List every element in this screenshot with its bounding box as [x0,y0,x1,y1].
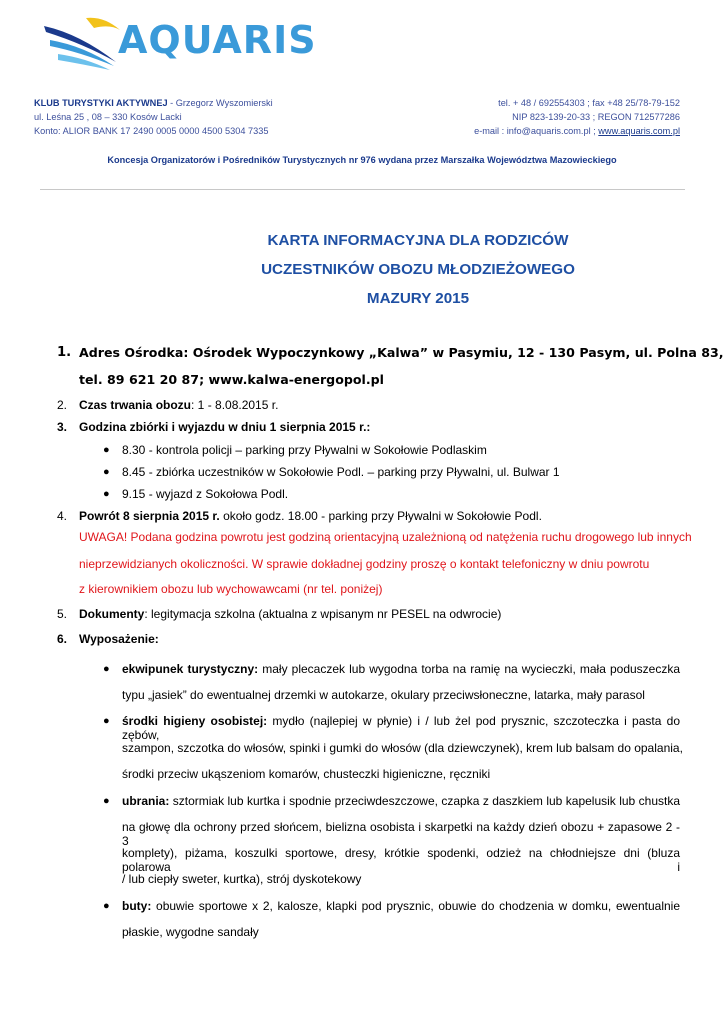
header-divider [40,189,685,190]
item-4 [79,509,542,523]
header-right [380,96,680,138]
clothes-group-line: / lub ciepły sweter, kurtka), strój dyskotekowy [122,872,362,886]
equipment-group-text: mały plecaczek lub wygodna torba na ramię na wycieczki, mała poduszeczka [258,662,681,676]
phone-fax: tel. + 48 / 692554303 ; fax +48 25/78-79-152 [498,98,680,108]
item-5 [79,607,501,621]
item-2-text: : 1 - 8.08.2015 r. [191,398,279,412]
club-address: ul. Leśna 25 , 08 – 330 Kosów Lacki [34,112,182,122]
item-4-warning-line-3: z kierownikiem obozu lub wychowawcami (nr tel. poniżej) [79,582,383,596]
header-left [34,96,374,138]
bullet-icon: ● [103,795,110,807]
item-5-label: Dokumenty [79,607,145,621]
equipment-group-line [122,662,680,676]
shoes-group-line [122,899,680,913]
doc-title-line-2: UCZESTNIKÓW OBOZU MŁODZIEŻOWEGO [261,261,575,278]
item-2-label: Czas trwania obozu [79,398,192,412]
doc-title-line-1: KARTA INFORMACYJNA DLA RODZICÓW [267,232,569,249]
bullet-icon: ● [103,444,110,456]
club-name: KLUB TURYSTYKI AKTYWNEJ [34,98,168,108]
logo [40,10,317,80]
clothes-group-line [122,794,680,808]
item-1-address: Adres Ośrodka: Ośrodek Wypoczynkowy „Kalwa” w Pasymiu, 12 - 130 Pasym, ul. Polna 83, [79,345,724,360]
hygiene-group-line [122,714,680,742]
email: e-mail : info@aquaris.com.pl ; [474,126,599,136]
logo-swoosh-icon [40,10,122,72]
item-3-bullet: 8.45 - zbiórka uczestników w Sokołowie Podl. – parking przy Pływalni, ul. Bulwar 1 [122,465,560,479]
license-note: Koncesja Organizatorów i Pośredników Turystycznych nr 976 wydana przez Marszałka Województwa Mazowieckiego [107,155,617,165]
item-2-number: 2. [57,398,68,412]
bullet-icon: ● [103,715,110,727]
item-2 [79,398,278,412]
bullet-icon: ● [103,900,110,912]
item-3-bullet: 8.30 - kontrola policji – parking przy Pływalni w Sokołowie Podlaskim [122,443,487,457]
doc-title-line-3: MAZURY 2015 [366,290,470,307]
item-1-contact: tel. 89 621 20 87; www.kalwa-energopol.pl [79,372,384,387]
item-4-label: Powrót 8 sierpnia 2015 r. [79,509,220,523]
clothes-group-line: na głowę dla ochrony przed słońcem, bielizna osobista i skarpetki na każdy dzień obozu + zapasowe 2 - 3 [122,820,680,848]
hygiene-group-label: środki higieny osobistej: [122,714,268,728]
bullet-icon: ● [103,488,110,500]
nip-regon: NIP 823-139-20-33 ; REGON 712577286 [512,112,680,122]
item-4-number: 4. [57,509,68,523]
item-6-number: 6. [57,632,68,646]
item-3-bullet: 9.15 - wyjazd z Sokołowa Podl. [122,487,289,501]
bank-account: Konto: ALIOR BANK 17 2490 0005 0000 4500 5304 7335 [34,126,269,136]
item-3-number: 3. [57,420,68,434]
hygiene-group-text: mydło (najlepiej w płynie) i / lub żel pod prysznic, szczoteczka i pasta do zębów, [122,714,680,742]
hygiene-group-line: szampon, szczotka do włosów, spinki i gumki do włosów (dla dziewczynek), krem lub balsam do opalania, [122,741,683,755]
item-5-number: 5. [57,607,68,621]
clothes-group-text: sztormiak lub kurtka i spodnie przeciwdeszczowe, czapka z daszkiem lub kapelusik lub chustka [169,794,680,808]
item-3 [79,420,370,434]
equipment-group-line: typu „jasiek” do ewentualnej drzemki w autokarze, okulary przeciwsłoneczne, latarka, mały parasol [122,688,645,702]
item-1-number: 1. [57,345,72,360]
bullet-icon: ● [103,466,110,478]
equipment-group-label: ekwipunek turystyczny: [122,662,259,676]
item-6-label: Wyposażenie: [79,632,159,646]
item-4-warning-line-2: nieprzewidzianych okoliczności. W sprawie dokładnej godziny proszę o kontakt telefoniczny w dniu powrotu [79,557,650,571]
website-link[interactable]: www.aquaris.com.pl [598,126,680,136]
item-3-tail: : [366,420,371,434]
shoes-group-label: buty: [122,899,152,913]
shoes-group-line: płaskie, wygodne sandały [122,925,259,939]
clothes-group-line: komplety), piżama, koszulki sportowe, dresy, krótkie spodenki, odzież na chłodniejsze dni (bluza polarowa i [122,846,680,874]
logo-text: AQUARIS [118,18,317,62]
shoes-group-text: obuwie sportowe x 2, kalosze, klapki pod prysznic, obuwie do chodzenia w domku, ewentualnie [151,899,680,913]
item-3-label: Godzina zbiórki i wyjazdu w dniu 1 sierpnia 2015 r. [79,420,367,434]
item-5-text: : legitymacja szkolna (aktualna z wpisanym nr PESEL na odwrocie) [144,607,502,621]
item-4-warning-line-1: UWAGA! Podana godzina powrotu jest godziną orientacyjną uzależnioną od natężenia ruchu drogowego lub innych [79,530,692,544]
bullet-icon: ● [103,663,110,675]
item-4-text: około godz. 18.00 - parking przy Pływalni w Sokołowie Podl. [219,509,542,523]
club-owner: - Grzegorz Wyszomierski [167,98,273,108]
clothes-group-label: ubrania: [122,794,170,808]
hygiene-group-line: środki przeciw ukąszeniom komarów, chusteczki higieniczne, ręczniki [122,767,491,781]
